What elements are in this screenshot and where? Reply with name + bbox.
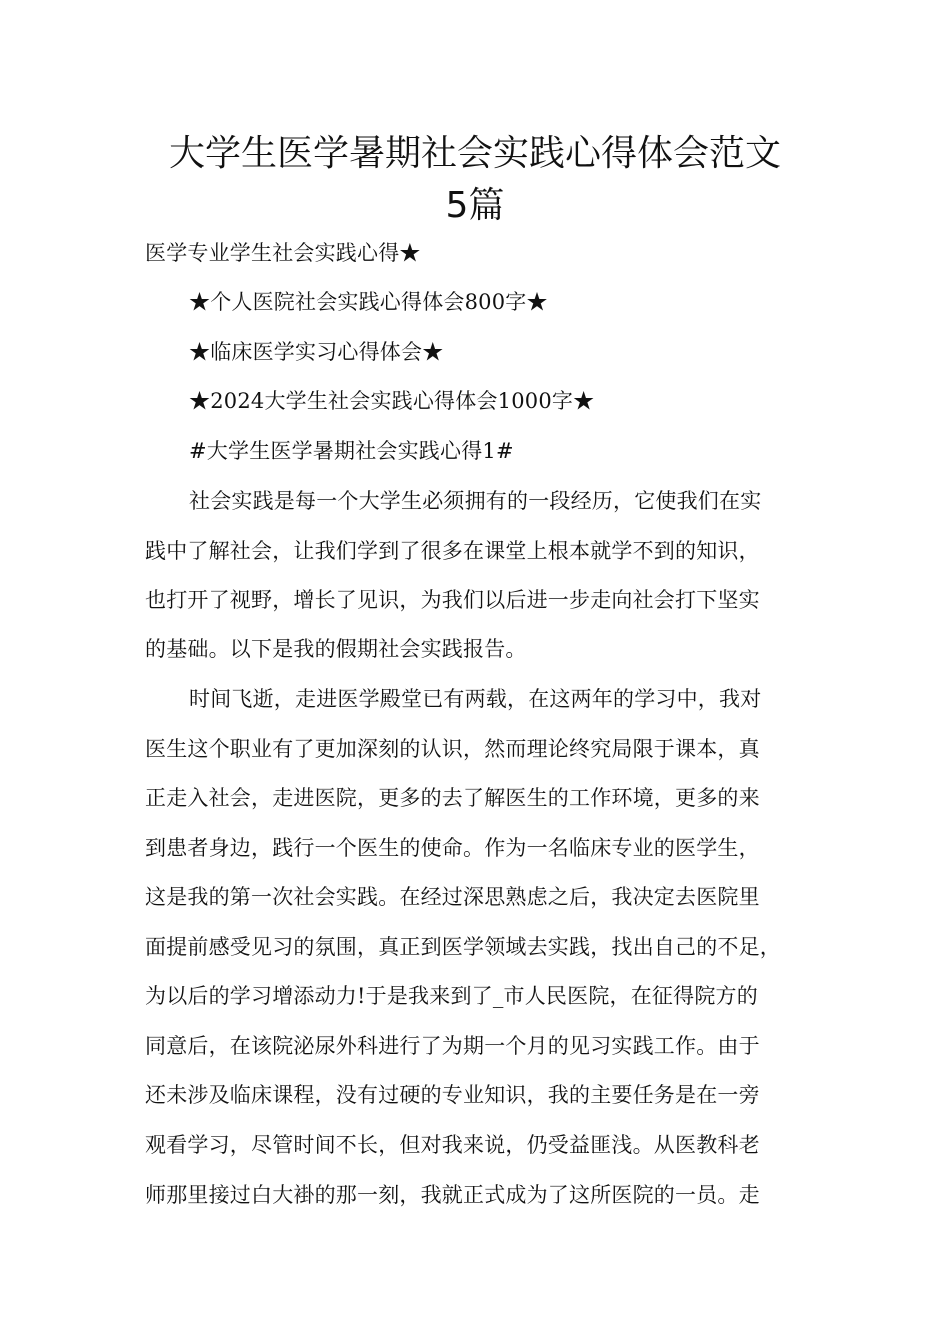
paragraph-line: 为以后的学习增添动力!于是我来到了_市人民医院，在征得院方的 <box>145 984 758 1008</box>
paragraph-line: 的基础。以下是我的假期社会实践报告。 <box>145 637 527 661</box>
paragraph-line: 也打开了视野，增长了见识，为我们以后进一步走向社会打下坚实 <box>145 588 760 612</box>
paragraph-line: 正走入社会，走进医院，更多的去了解医生的工作环境，更多的来 <box>145 786 760 810</box>
toc-item: ★2024大学生社会实践心得体会1000字★ <box>189 389 595 413</box>
paragraph-line: 同意后，在该院泌尿外科进行了为期一个月的见习实践工作。由于 <box>145 1034 760 1058</box>
toc-heading: 医学专业学生社会实践心得★ <box>145 241 421 265</box>
paragraph-line: 践中了解社会，让我们学到了很多在课堂上根本就学不到的知识， <box>145 539 760 563</box>
paragraph-line: 师那里接过白大褂的那一刻，我就正式成为了这所医院的一员。走 <box>145 1183 760 1207</box>
paragraph-line: 这是我的第一次社会实践。在经过深思熟虑之后，我决定去医院里 <box>145 885 760 909</box>
toc-item: ★个人医院社会实践心得体会800字★ <box>189 290 548 314</box>
paragraph-line: 观看学习，尽管时间不长，但对我来说，仍受益匪浅。从医教科老 <box>145 1133 760 1157</box>
paragraph-line: 医生这个职业有了更加深刻的认识，然而理论终究局限于课本，真 <box>145 737 760 761</box>
paragraph-line: 时间飞逝，走进医学殿堂已有两载，在这两年的学习中，我对 <box>189 687 762 711</box>
toc-item: ★临床医学实习心得体会★ <box>189 340 444 364</box>
title-line-2: 5篇 <box>445 185 505 226</box>
paragraph-line: 到患者身边，践行一个医生的使命。作为一名临床专业的医学生， <box>145 836 760 860</box>
document-title <box>120 128 830 232</box>
section-heading: #大学生医学暑期社会实践心得1# <box>189 439 514 463</box>
paragraph-line: 社会实践是每一个大学生必须拥有的一段经历，它使我们在实 <box>189 489 762 513</box>
paragraph-line: 还未涉及临床课程，没有过硬的专业知识，我的主要任务是在一旁 <box>145 1083 760 1107</box>
title-line-1: 大学生医学暑期社会实践心得体会范文 <box>168 133 781 174</box>
paragraph-line: 面提前感受见习的氛围，真正到医学领域去实践，找出自己的不足， <box>145 935 781 959</box>
